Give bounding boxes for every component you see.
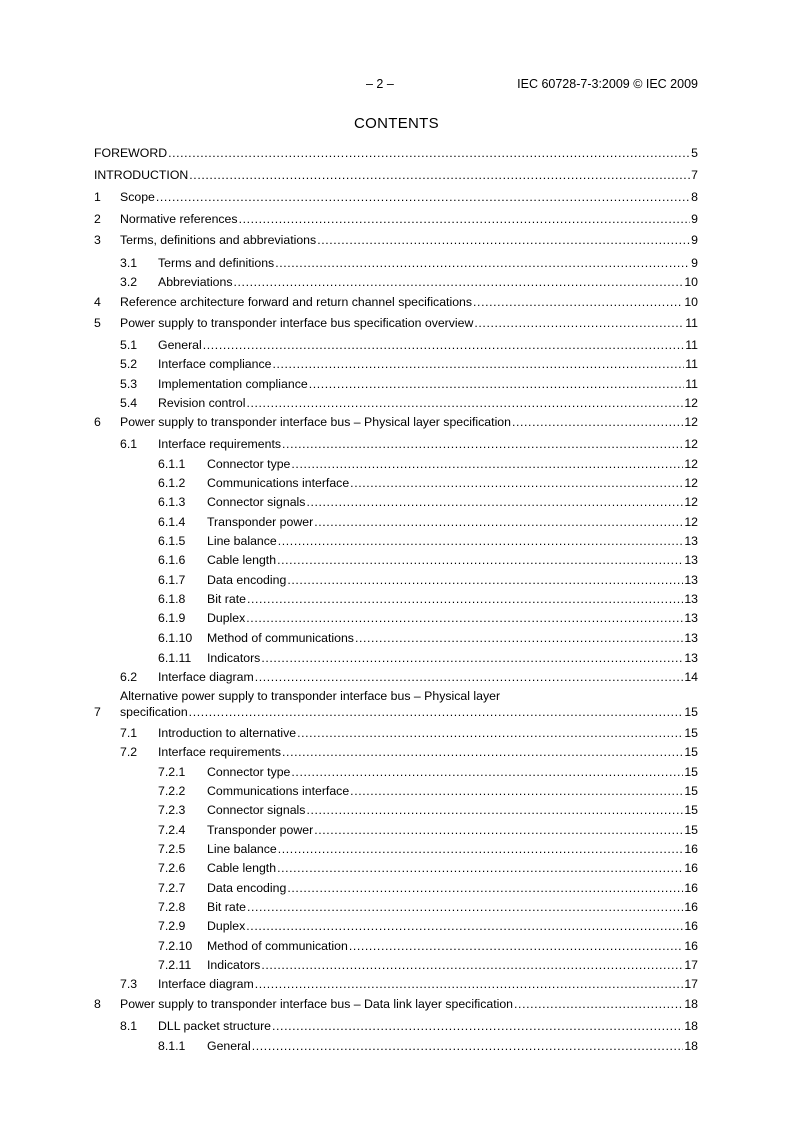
toc-entry[interactable] <box>94 167 698 183</box>
toc-entry-title: Power supply to transponder interface bus – Data link layer specification <box>120 997 514 1011</box>
toc-entry-page: 13 <box>684 651 698 665</box>
toc-entry[interactable] <box>94 938 698 954</box>
toc-entry[interactable] <box>94 255 698 271</box>
toc-entry-number: 7 <box>94 705 101 719</box>
toc-entry[interactable] <box>94 414 698 430</box>
toc-entry-number: 7.2.4 <box>158 823 186 837</box>
toc-entry-number: 6.1.7 <box>158 573 186 587</box>
toc-entry-number: 6.1.8 <box>158 592 186 606</box>
dot-leader <box>275 255 690 271</box>
toc-entry[interactable] <box>94 802 698 818</box>
toc-entry[interactable] <box>94 145 698 161</box>
dot-leader <box>287 880 683 896</box>
toc-entry-title: Transponder power <box>207 515 314 529</box>
toc-entry-page: 5 <box>691 146 698 160</box>
toc-entry-page: 13 <box>684 553 698 567</box>
dot-leader <box>247 591 683 607</box>
toc-entry-number: 6.1.11 <box>158 651 192 665</box>
toc-entry-page: 8 <box>691 190 698 204</box>
toc-entry-title: Data encoding <box>207 573 287 587</box>
dot-leader <box>277 552 683 568</box>
toc-entry[interactable] <box>94 395 698 411</box>
dot-leader <box>252 1038 684 1054</box>
toc-entry-number: 7.3 <box>120 977 138 991</box>
toc-entry-number: 7.2 <box>120 745 138 759</box>
toc-entry[interactable] <box>94 860 698 876</box>
toc-entry-number: 5 <box>94 316 101 330</box>
toc-entry-number: 6.1.2 <box>158 476 186 490</box>
toc-entry-page: 13 <box>684 534 698 548</box>
toc-entry-number: 6.1 <box>120 437 138 451</box>
toc-entry-title: Connector type <box>207 457 291 471</box>
toc-entry-page: 16 <box>684 861 698 875</box>
toc-entry-page: 9 <box>691 233 698 247</box>
toc-entry-number: 6.1.4 <box>158 515 186 529</box>
toc-entry-page: 7 <box>691 168 698 182</box>
toc-entry[interactable] <box>94 783 698 799</box>
toc-entry-page: 15 <box>684 765 698 779</box>
dot-leader <box>314 514 683 530</box>
toc-entry[interactable] <box>94 436 698 452</box>
toc-entry-number: 6.1.5 <box>158 534 186 548</box>
toc-entry[interactable] <box>94 514 698 530</box>
dot-leader <box>255 976 684 992</box>
dot-leader <box>261 650 683 666</box>
toc-entry-title: Communications interface <box>207 476 350 490</box>
toc-entry-number: 6.1.10 <box>158 631 193 645</box>
toc-entry-page: 17 <box>684 958 698 972</box>
dot-leader <box>203 337 684 353</box>
toc-entry[interactable] <box>94 315 698 331</box>
toc-entry-page: 12 <box>684 457 698 471</box>
toc-entry-page: 11 <box>685 377 698 391</box>
toc-entry-title: Interface compliance <box>158 357 272 371</box>
toc-entry-page: 11 <box>685 338 698 352</box>
dot-leader <box>514 996 683 1012</box>
toc-entry-page: 13 <box>684 592 698 606</box>
toc-entry[interactable] <box>94 552 698 568</box>
toc-entry[interactable] <box>94 591 698 607</box>
dot-leader <box>317 232 690 248</box>
toc-entry[interactable] <box>94 294 698 310</box>
toc-entry-title: Bit rate <box>207 900 246 914</box>
toc-entry-page: 15 <box>684 726 698 740</box>
toc-entry-page: 13 <box>684 611 698 625</box>
page-number: – 2 – <box>366 77 394 91</box>
dot-leader <box>272 1018 683 1034</box>
toc-entry[interactable] <box>94 1018 698 1034</box>
toc-entry-title: Power supply to transponder interface bus specification overview <box>120 316 474 330</box>
toc-entry-page: 16 <box>684 842 698 856</box>
toc-entry-number: 4 <box>94 295 101 309</box>
toc-entry-title: Interface diagram <box>158 670 254 684</box>
toc-entry[interactable] <box>94 650 698 666</box>
dot-leader <box>168 145 690 161</box>
toc-entry[interactable] <box>94 996 698 1012</box>
toc-entry[interactable] <box>94 376 698 392</box>
toc-entry-title: Indicators <box>207 651 261 665</box>
toc-entry-title: General <box>158 338 202 352</box>
toc-entry-page: 18 <box>684 1019 698 1033</box>
toc-entry-number: 6 <box>94 415 101 429</box>
toc-entry-title: Data encoding <box>207 881 287 895</box>
toc-entry-number: 3.1 <box>120 256 138 270</box>
dot-leader <box>278 533 684 549</box>
toc-entry-title: Terms and definitions <box>158 256 275 270</box>
toc-entry-page: 13 <box>684 573 698 587</box>
toc-entry-number: 8 <box>94 997 101 1011</box>
toc-entry-page: 16 <box>684 881 698 895</box>
toc-entry-page: 10 <box>684 295 698 309</box>
dot-leader <box>189 167 690 183</box>
toc-entry-page: 13 <box>684 631 698 645</box>
toc-entry[interactable] <box>94 337 698 353</box>
toc-entry[interactable] <box>94 899 698 915</box>
toc-entry-page: 17 <box>684 977 698 991</box>
toc-entry-number: 5.4 <box>120 396 138 410</box>
toc-entry-title: Duplex <box>207 611 246 625</box>
toc-entry-number: 3.2 <box>120 275 138 289</box>
toc-entry-page: 15 <box>684 823 698 837</box>
toc-entry[interactable] <box>94 725 698 741</box>
dot-leader <box>291 764 683 780</box>
document-id: IEC 60728-7-3:2009 © IEC 2009 <box>517 77 698 91</box>
dot-leader <box>350 475 683 491</box>
toc-entry-page: 15 <box>684 705 698 719</box>
toc-entry-number: 7.2.9 <box>158 919 186 933</box>
toc-entry-page: 11 <box>685 357 698 371</box>
toc-entry-page: 12 <box>684 495 698 509</box>
toc-entry-page: 18 <box>684 997 698 1011</box>
dot-leader <box>247 899 683 915</box>
toc-entry-title: Bit rate <box>207 592 246 606</box>
toc-entry-title: Method of communications <box>207 631 354 645</box>
toc-entry-page: 15 <box>684 784 698 798</box>
toc-entry[interactable] <box>94 822 698 838</box>
toc-entry-number: 7.2.1 <box>158 765 186 779</box>
toc-entry-page: 12 <box>684 415 698 429</box>
dot-leader <box>234 274 684 290</box>
dot-leader <box>297 725 683 741</box>
toc-entry-title: specification <box>120 705 188 719</box>
toc-entry-title: Reference architecture forward and return channel specifications <box>120 295 473 309</box>
toc-entry-title: Indicators <box>207 958 261 972</box>
toc-entry-number: 5.1 <box>120 338 138 352</box>
toc-entry-number: 6.2 <box>120 670 138 684</box>
toc-entry[interactable] <box>94 189 698 205</box>
toc-entry-title: Method of communication <box>207 939 348 953</box>
toc-entry[interactable] <box>94 610 698 626</box>
dot-leader <box>355 630 683 646</box>
toc-entry-number: 7.2.10 <box>158 939 193 953</box>
toc-entry[interactable] <box>94 533 698 549</box>
toc-entry-page: 18 <box>684 1039 698 1053</box>
toc-entry[interactable] <box>94 704 698 720</box>
toc-entry[interactable] <box>94 456 698 472</box>
toc-entry-title: Cable length <box>207 553 277 567</box>
toc-entry-number: 6.1.1 <box>158 457 186 471</box>
dot-leader <box>246 918 683 934</box>
toc-entry-title-line1: Alternative power supply to transponder interface bus – Physical layer <box>120 689 501 703</box>
toc-entry[interactable] <box>94 957 698 973</box>
dot-leader <box>512 414 683 430</box>
toc-entry-title: Connector signals <box>207 803 306 817</box>
toc-entry-number: 8.1 <box>120 1019 138 1033</box>
toc-entry-page: 12 <box>684 437 698 451</box>
toc-entry-title: FOREWORD <box>94 146 168 160</box>
toc-entry[interactable] <box>94 1038 698 1054</box>
toc-entry-page: 15 <box>684 803 698 817</box>
dot-leader <box>291 456 683 472</box>
toc-entry-title: Terms, definitions and abbreviations <box>120 233 317 247</box>
dot-leader <box>156 189 690 205</box>
toc-entry-title: Line balance <box>207 534 277 548</box>
toc-entry-title: Power supply to transponder interface bus – Physical layer specification <box>120 415 511 429</box>
dot-leader <box>287 572 683 588</box>
toc-entry-number: 8.1.1 <box>158 1039 186 1053</box>
dot-leader <box>474 315 684 331</box>
toc-entry-number: 1 <box>94 190 101 204</box>
toc-entry-page: 16 <box>684 939 698 953</box>
toc-entry-title: Abbreviations <box>158 275 233 289</box>
toc-entry-title: Cable length <box>207 861 277 875</box>
dot-leader <box>349 938 684 954</box>
toc-entry-number: 7.2.8 <box>158 900 186 914</box>
dot-leader <box>189 704 684 720</box>
toc-entry-number: 6.1.6 <box>158 553 186 567</box>
toc-entry[interactable] <box>94 744 698 760</box>
toc-entry-title: General <box>207 1039 251 1053</box>
toc-entry-title: Interface requirements <box>158 745 282 759</box>
dot-leader <box>278 841 684 857</box>
toc-entry-number: 2 <box>94 212 101 226</box>
toc-entry[interactable] <box>94 669 698 685</box>
dot-leader <box>246 610 683 626</box>
toc-entry[interactable] <box>94 572 698 588</box>
toc-entry-title: Transponder power <box>207 823 314 837</box>
dot-leader <box>282 744 683 760</box>
toc-entry-title: Connector signals <box>207 495 306 509</box>
toc-entry-title: Communications interface <box>207 784 350 798</box>
dot-leader <box>309 376 685 392</box>
dot-leader <box>246 395 683 411</box>
toc-entry[interactable] <box>94 764 698 780</box>
toc-entry-number: 7.2.7 <box>158 881 186 895</box>
toc-entry-number: 7.2.6 <box>158 861 186 875</box>
page-header <box>0 77 793 93</box>
toc-entry-number: 7.2.3 <box>158 803 186 817</box>
toc-entry-page: 15 <box>684 745 698 759</box>
toc-entry-page: 10 <box>684 275 698 289</box>
toc-entry[interactable] <box>94 880 698 896</box>
toc-entry-number: 7.1 <box>120 726 138 740</box>
dot-leader <box>314 822 683 838</box>
toc-entry[interactable] <box>94 841 698 857</box>
toc-entry-page: 9 <box>691 212 698 226</box>
dot-leader <box>282 436 683 452</box>
toc-entry-number: 5.2 <box>120 357 138 371</box>
dot-leader <box>350 783 683 799</box>
toc-entry-number: 5.3 <box>120 377 138 391</box>
toc-entry-page: 9 <box>691 256 698 270</box>
toc-entry-number: 6.1.9 <box>158 611 186 625</box>
toc-entry-title: Interface requirements <box>158 437 282 451</box>
toc-entry-title: Scope <box>120 190 155 204</box>
toc-entry-page: 12 <box>684 396 698 410</box>
toc-entry[interactable] <box>94 630 698 646</box>
toc-entry-title: Normative references <box>120 212 238 226</box>
toc-entry-title: Connector type <box>207 765 291 779</box>
toc-entry-title: Interface diagram <box>158 977 254 991</box>
toc-entry-number: 7.2.11 <box>158 958 192 972</box>
toc-entry-title: Duplex <box>207 919 246 933</box>
toc-entry-title: DLL packet structure <box>158 1019 272 1033</box>
toc-entry[interactable] <box>94 494 698 510</box>
dot-leader <box>272 356 684 372</box>
contents-title: CONTENTS <box>354 115 439 132</box>
dot-leader <box>277 860 683 876</box>
toc-entry[interactable] <box>94 274 698 290</box>
toc-entry-number: 3 <box>94 233 101 247</box>
toc-entry-page: 16 <box>684 919 698 933</box>
toc-entry[interactable] <box>94 475 698 491</box>
toc-entry[interactable] <box>94 356 698 372</box>
dot-leader <box>306 494 683 510</box>
toc-entry-page: 14 <box>684 670 698 684</box>
toc-entry[interactable] <box>94 211 698 227</box>
toc-entry[interactable] <box>94 918 698 934</box>
toc-entry-page: 12 <box>684 476 698 490</box>
dot-leader <box>239 211 691 227</box>
dot-leader <box>306 802 683 818</box>
toc-entry-title: Implementation compliance <box>158 377 308 391</box>
dot-leader <box>261 957 683 973</box>
toc-entry-page: 11 <box>685 316 698 330</box>
dot-leader <box>255 669 684 685</box>
toc-entry-page: 16 <box>684 900 698 914</box>
toc-entry-title: Revision control <box>158 396 246 410</box>
toc-entry-title: INTRODUCTION <box>94 168 189 182</box>
toc-entry[interactable] <box>94 976 698 992</box>
dot-leader <box>473 294 683 310</box>
toc-entry-page: 12 <box>684 515 698 529</box>
toc-entry-number: 7.2.2 <box>158 784 186 798</box>
toc-entry-title: Introduction to alternative <box>158 726 297 740</box>
toc-entry-number: 7.2.5 <box>158 842 186 856</box>
toc-entry-title: Line balance <box>207 842 277 856</box>
toc-entry[interactable] <box>94 232 698 248</box>
toc-entry-number: 6.1.3 <box>158 495 186 509</box>
